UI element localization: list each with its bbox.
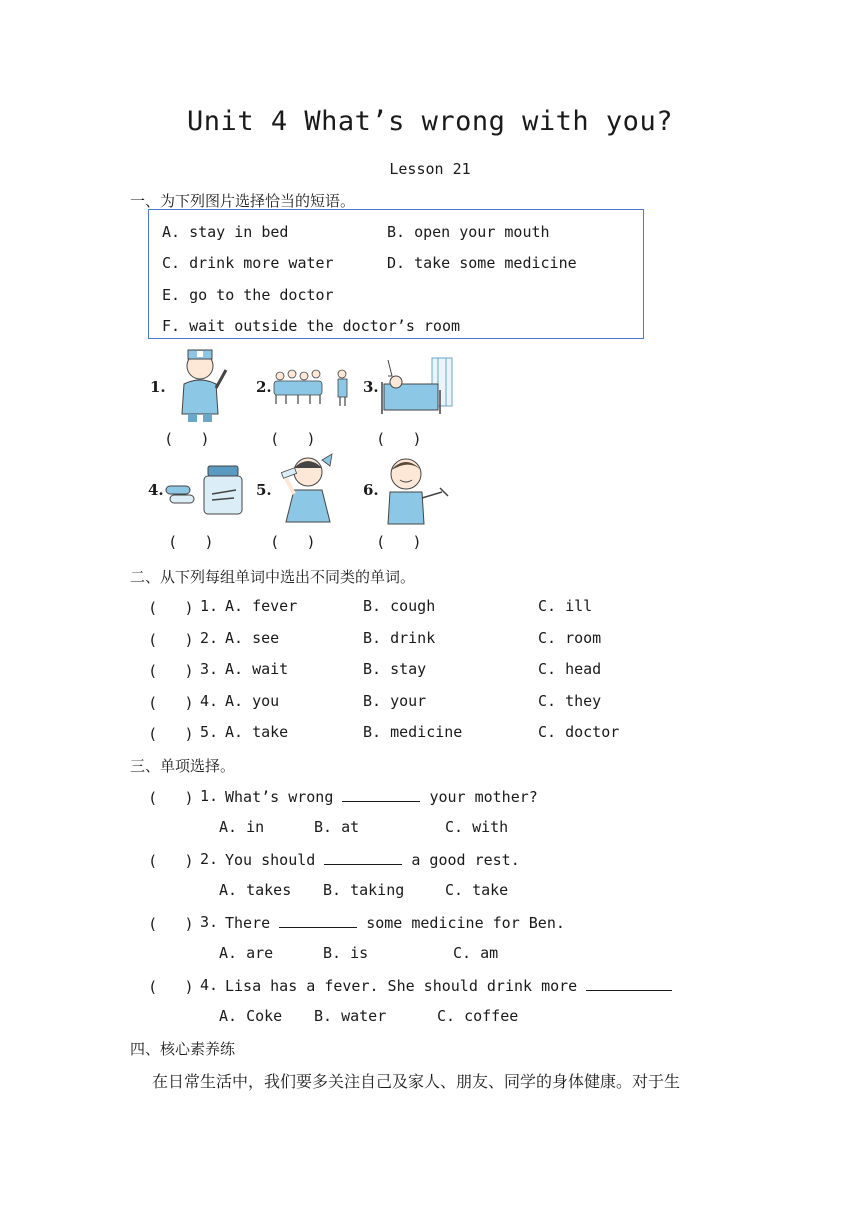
picture-5-number: 5.: [256, 481, 272, 499]
option-a: A. stay in bed: [162, 223, 289, 241]
fill-blank[interactable]: [342, 787, 420, 802]
answer-blank[interactable]: ( ): [150, 631, 192, 649]
picture-2-answer[interactable]: ( ): [272, 430, 314, 448]
lesson-subtitle: Lesson 21: [389, 160, 471, 178]
answer-blank[interactable]: ( ): [150, 978, 192, 996]
section1-heading: 一、为下列图片选择恰当的短语。: [130, 192, 356, 210]
picture-6-number: 6.: [363, 481, 379, 499]
picture-6-answer[interactable]: ( ): [378, 533, 420, 551]
picture-1-number: 1.: [150, 378, 166, 396]
answer-blank[interactable]: ( ): [150, 599, 192, 617]
page-title: Unit 4 What’s wrong with you?: [187, 106, 673, 137]
option-e: E. go to the doctor: [162, 286, 334, 304]
section4-heading: 四、核心素养练: [130, 1040, 236, 1058]
answer-blank[interactable]: ( ): [150, 915, 192, 933]
answer-blank[interactable]: ( ): [150, 789, 192, 807]
doctor-icon: [172, 348, 228, 424]
boy-pointing-icon: [382, 452, 452, 528]
picture-4-answer[interactable]: ( ): [170, 533, 212, 551]
section4-paragraph: 在日常生活中，我们要多关注自己及家人、朋友、同学的身体健康。对于生: [152, 1072, 681, 1091]
question-text: Lisa has a fever. She should drink more: [225, 976, 672, 995]
bed-icon: [378, 354, 456, 416]
fill-blank[interactable]: [586, 976, 672, 991]
fill-blank[interactable]: [279, 913, 357, 928]
answer-blank[interactable]: ( ): [150, 725, 192, 743]
answer-blank[interactable]: ( ): [150, 662, 192, 680]
fill-blank[interactable]: [324, 850, 402, 865]
picture-1-answer[interactable]: ( ): [166, 430, 208, 448]
option-b: B. open your mouth: [387, 223, 550, 241]
question-text: You should a good rest.: [225, 851, 520, 869]
option-c: C. drink more water: [162, 254, 334, 272]
option-f: F. wait outside the doctor’s room: [162, 317, 461, 335]
picture-4-number: 4.: [148, 481, 164, 499]
question-text: There some medicine for Ben.: [225, 914, 565, 932]
girl-drinking-icon: [270, 452, 340, 528]
picture-3-number: 3.: [363, 378, 379, 396]
section2-heading: 二、从下列每组单词中选出不同类的单词。: [130, 568, 416, 586]
picture-3-answer[interactable]: ( ): [378, 430, 420, 448]
option-d: D. take some medicine: [387, 254, 577, 272]
question-text: What’s wrong your mother?: [225, 788, 538, 806]
picture-5-answer[interactable]: ( ): [272, 533, 314, 551]
answer-blank[interactable]: ( ): [150, 852, 192, 870]
medicine-icon: [164, 462, 244, 516]
picture-2-number: 2.: [256, 378, 272, 396]
waiting-crowd-icon: [272, 368, 350, 408]
section3-heading: 三、单项选择。: [130, 757, 236, 775]
answer-blank[interactable]: ( ): [150, 694, 192, 712]
